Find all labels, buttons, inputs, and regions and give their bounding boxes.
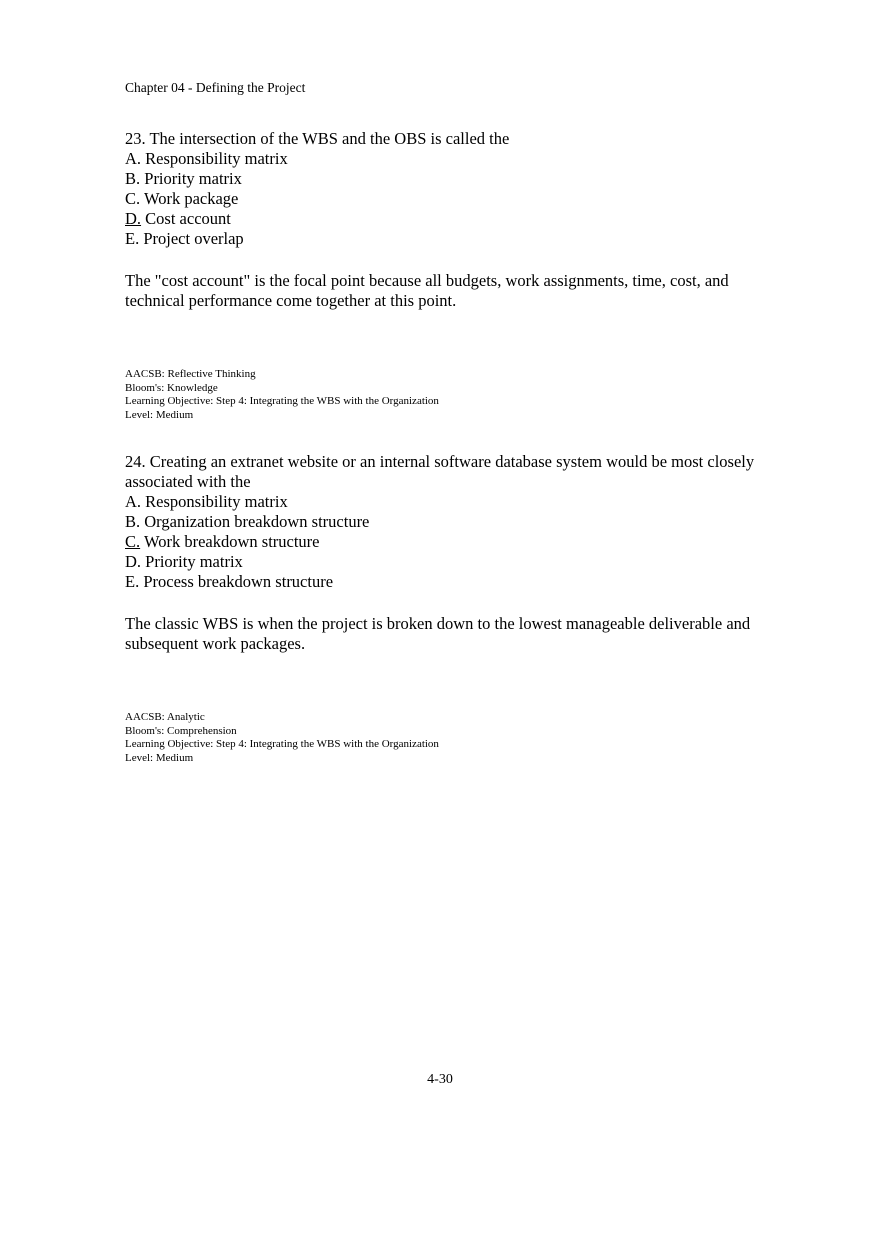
option-a [125, 149, 785, 169]
meta-blooms: Bloom's: Comprehension [125, 724, 237, 737]
option-letter: A. [125, 149, 142, 168]
option-text: Work breakdown structure [143, 532, 320, 551]
meta-blooms: Bloom's: Knowledge [125, 381, 218, 394]
option-letter: B. [125, 512, 141, 531]
option-b [125, 169, 785, 189]
meta-aacsb: AACSB: Analytic [125, 711, 205, 723]
option-c [125, 189, 785, 209]
meta-learning-objective: Learning Objective: Step 4: Integrating the WBS with the Organization [125, 395, 439, 408]
question-stem: 24. Creating an extranet website or an internal software database system would be most closely associated with the [125, 452, 755, 491]
option-text: Priority matrix [144, 169, 242, 188]
option-letter: B. [125, 169, 141, 188]
option-text: Responsibility matrix [145, 492, 288, 511]
option-text: Organization breakdown structure [144, 512, 370, 531]
option-c [125, 532, 785, 552]
question-metadata [125, 368, 785, 422]
question-24 [125, 452, 785, 765]
meta-level: Level: Medium [125, 408, 194, 421]
option-text: Responsibility matrix [145, 149, 288, 168]
question-stem: 23. The intersection of the WBS and the OBS is called the [125, 129, 510, 148]
option-d [125, 552, 785, 572]
meta-aacsb: AACSB: Reflective Thinking [125, 368, 256, 380]
explanation: The classic WBS is when the project is broken down to the lowest manageable deliverable and subsequent work packages. [125, 614, 751, 653]
option-letter-correct: D. [125, 209, 142, 228]
page-number: 4-30 [427, 1072, 453, 1087]
option-text: Process breakdown structure [143, 572, 334, 591]
option-b [125, 512, 785, 532]
option-letter: C. [125, 189, 141, 208]
option-d [125, 209, 785, 229]
meta-learning-objective: Learning Objective: Step 4: Integrating the WBS with the Organization [125, 738, 439, 751]
option-letter: D. [125, 552, 142, 571]
option-a [125, 492, 785, 512]
question-23 [125, 129, 785, 422]
chapter-header: Chapter 04 - Defining the Project [125, 80, 306, 95]
explanation: The "cost account" is the focal point because all budgets, work assignments, time, cost, and technical performance come together at this point. [125, 271, 729, 310]
question-metadata [125, 711, 785, 765]
option-letter: E. [125, 572, 140, 591]
option-letter-correct: C. [125, 532, 141, 551]
meta-level: Level: Medium [125, 751, 194, 764]
option-letter: E. [125, 229, 140, 248]
option-text: Priority matrix [145, 552, 243, 571]
option-text: Project overlap [143, 229, 244, 248]
option-text: Cost account [145, 209, 231, 228]
option-text: Work package [143, 189, 239, 208]
option-e [125, 229, 785, 249]
option-letter: A. [125, 492, 142, 511]
option-e [125, 572, 785, 592]
